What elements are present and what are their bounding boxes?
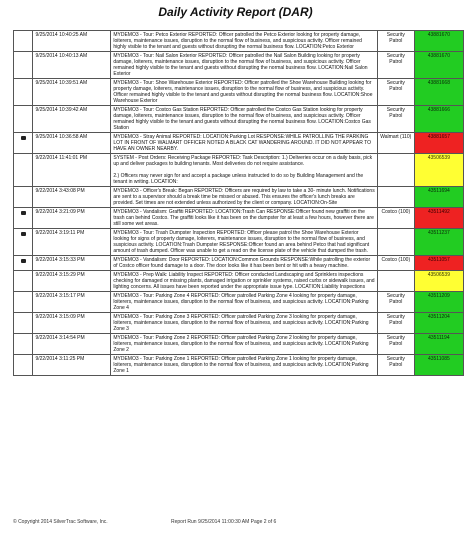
- footer-copyright: © Copyright 2014 SilverTrac Software, Inc.: [13, 519, 108, 525]
- row-status-id: 43511492: [414, 208, 463, 229]
- flag-cell: [14, 133, 33, 154]
- row-timestamp: 9/22/2014 3:15:09 PM: [33, 313, 111, 334]
- row-timestamp: 9/25/2014 10:39:42 AM: [33, 106, 111, 133]
- row-status-id: 43511085: [414, 355, 463, 376]
- comment-icon: [21, 211, 26, 215]
- row-status-id: 43881657: [414, 133, 463, 154]
- flag-cell: [14, 292, 33, 313]
- row-status-id: 43506539: [414, 271, 463, 292]
- row-description: MYDEMO3 - Stray Animal REPORTED: LOCATION:Parking Lot RESPONSE:WHILE PATROLLING THE PARKING LOT IN FRONT OF WALMART OFFICER NOTED A BLACK CAT WANDERING AROUND. IT DID NOT APPEAR TO HAVE AN OWNER NEARBY.: [111, 133, 378, 154]
- row-description: MYDEMO3 - Tour: Parking Zone 4 REPORTED: Officer patrolled Parking Zone 4 looking for property damage, loiterers, maintenance issues, disruption to the normal flow of business, and suspicious activity. LOCATION:Parking Zone 4: [111, 292, 378, 313]
- row-timestamp: 9/22/2014 3:21:09 PM: [33, 208, 111, 229]
- row-description: MYDEMO3 - Tour: Costco Gas Station REPORTED: Officer patrolled the Costco Gas Station looking for property damage, loiterers, maintenance issues, disruption to the normal flow of business, and suspicious activity. Officer remained highly visible to the tenant and guests without disrupting the normal business flow. LOCATION:Costco Gas Station: [111, 106, 378, 133]
- row-status-id: 43881670: [414, 31, 463, 52]
- table-row[interactable]: [14, 187, 464, 208]
- row-description: MYDEMO3 - Tour: Nail Salon Exterior REPORTED: Officer patrolled the Nail Salon Building looking for property damage, loiterers, maintenance issues, disruption to the normal flow of business, and suspicious activity. Officer remained highly visible to the tenant and guests without disrupting the normal business flow. LOCATION:Nail Salon Exterior: [111, 52, 378, 79]
- row-status-id: 43511194: [414, 334, 463, 355]
- row-timestamp: 9/22/2014 3:15:29 PM: [33, 271, 111, 292]
- table-row[interactable]: [14, 334, 464, 355]
- row-timestamp: 9/22/2014 3:19:11 PM: [33, 229, 111, 256]
- row-timestamp: 9/25/2014 10:40:25 AM: [33, 31, 111, 52]
- activity-table-body: [14, 31, 464, 376]
- row-description: MYDEMO3 - Tour: Shoe Warehouse Exterior REPORTED: Officer patrolled the Shoe Warehouse Building looking for property damage, loiterers, maintenance issues, disruption to the normal flow of business, and suspicious activity. Officer remained highly visible to the tenant and guests without disrupting the normal business flow. LOCATION:Shoe Warehouse Exterior: [111, 79, 378, 106]
- page-title: Daily Activity Report (DAR): [158, 5, 313, 19]
- row-location: Security Patrol: [377, 334, 414, 355]
- row-location: Costco (100): [377, 208, 414, 229]
- footer-run-info: Report Run 9/25/2014 11:00:30 AM Page 2 of 6: [171, 519, 277, 525]
- row-location: [377, 187, 414, 208]
- flag-cell: [14, 271, 33, 292]
- table-row[interactable]: [14, 229, 464, 256]
- activity-table: [13, 30, 464, 376]
- flag-cell: [14, 106, 33, 133]
- row-timestamp: 9/25/2014 10:40:13 AM: [33, 52, 111, 79]
- row-description: MYDEMO3 - Tour: Petco Exterior REPORTED: Officer patrolled the Petco Exterior looking for property damage, loiterers, maintenance issues, disruption to the normal flow of business, and suspicious activity. Officer remained highly visible to the tenant and guests without disrupting the normal business flow. LOCATION:Petco Exterior: [111, 31, 378, 52]
- table-row[interactable]: [14, 256, 464, 271]
- table-row[interactable]: [14, 313, 464, 334]
- row-location: Security Patrol: [377, 79, 414, 106]
- comment-icon: [21, 259, 26, 263]
- comment-icon: [21, 232, 26, 236]
- row-timestamp: 9/22/2014 3:15:33 PM: [33, 256, 111, 271]
- flag-cell: [14, 229, 33, 256]
- table-row[interactable]: [14, 154, 464, 187]
- row-status-id: 43511057: [414, 256, 463, 271]
- row-description: MYDEMO3 - Vandalism: Graffiti REPORTED: LOCATION:Trash Can RESPONSE:Officer found new graffiti on the trash can behind Costco. The graffiti looks like it has been on the dumpster for at least a few hours, however there are still some wet areas.: [111, 208, 378, 229]
- table-row[interactable]: [14, 271, 464, 292]
- row-timestamp: 9/22/2014 11:41:01 PM: [33, 154, 111, 187]
- flag-cell: [14, 355, 33, 376]
- row-location: Security Patrol: [377, 106, 414, 133]
- table-row[interactable]: [14, 292, 464, 313]
- row-timestamp: 9/25/2014 10:39:51 AM: [33, 79, 111, 106]
- row-location: [377, 271, 414, 292]
- table-row[interactable]: [14, 31, 464, 52]
- row-description: MYDEMO3 - Vandalism: Door REPORTED: LOCATION:Common Grounds RESPONSE:While patrolling the exterior of Costco officer found damage to a door. The door looks like it has been bent or hit with a heavy machine.: [111, 256, 378, 271]
- table-row[interactable]: [14, 52, 464, 79]
- row-description: MYDEMO3 - Tour: Parking Zone 1 REPORTED: Officer patrolled Parking Zone 1 looking for property damage, loiterers, maintenance issues, disruption to the normal flow of business, and suspicious activity. LOCATION:Parking Zone 1: [111, 355, 378, 376]
- row-description: MYDEMO3 - Tour: Parking Zone 2 REPORTED: Officer patrolled Parking Zone 2 looking for property damage, loiterers, maintenance issues, disruption to the normal flow of business, and suspicious activity. LOCATION:Parking Zone 2: [111, 334, 378, 355]
- flag-cell: [14, 313, 33, 334]
- flag-cell: [14, 334, 33, 355]
- row-location: Walmart (110): [377, 133, 414, 154]
- row-location: Security Patrol: [377, 292, 414, 313]
- flag-cell: [14, 256, 33, 271]
- row-description: SYSTEM - Post Orders: Receiving Package REPORTED: Task Description: 1.) Deliveries occur on a daily basis, pick up and deliver packages to building tenants. Most deliveries do not require assistance. 2.) Officers may never sign for and accept a package unless instructed to do so by Building Management and the tenant in writing. LOCATION:: [111, 154, 378, 187]
- flag-cell: [14, 154, 33, 187]
- table-row[interactable]: [14, 208, 464, 229]
- row-status-id: 43511204: [414, 313, 463, 334]
- table-row[interactable]: [14, 133, 464, 154]
- row-location: Security Patrol: [377, 355, 414, 376]
- row-timestamp: 9/22/2014 3:43:08 PM: [33, 187, 111, 208]
- flag-cell: [14, 79, 33, 106]
- row-status-id: 43881670: [414, 52, 463, 79]
- row-status-id: 43881668: [414, 79, 463, 106]
- table-row[interactable]: [14, 106, 464, 133]
- table-row[interactable]: [14, 355, 464, 376]
- row-location: Security Patrol: [377, 52, 414, 79]
- row-status-id: 43881666: [414, 106, 463, 133]
- row-timestamp: 9/22/2014 3:15:17 PM: [33, 292, 111, 313]
- row-status-id: 43511209: [414, 292, 463, 313]
- row-location: Security Patrol: [377, 313, 414, 334]
- row-timestamp: 9/22/2014 3:11:25 PM: [33, 355, 111, 376]
- row-description: MYDEMO3 - Officer's Break: Began REPORTED: Officers are required by law to take a 30- minute lunch. Notifications are sent to a supervisor should a break time be missed or abused. This ensures the officer's lunch breaks are provided. Set times are not extended unless authorized by the client or company. LOCATION:On-Site: [111, 187, 378, 208]
- row-description: MYDEMO3 - Tour: Trash Dumpster Inspection REPORTED: Officer please patrol the Shoe Warehouse Exterior looking for signs of property damage, loiterers, maintenance issues, disruption to the normal flow of business, and suspicious activity. LOCATION:Trash Dumpster RESPONSE:Officer found an area behind Petco that had significant amount of trash dumped. Officer was unable to get a read on the license plate of the vehicle that dumped the trash.: [111, 229, 378, 256]
- row-location: [377, 154, 414, 187]
- table-row[interactable]: [14, 79, 464, 106]
- flag-cell: [14, 208, 33, 229]
- row-description: MYDEMO3 - Tour: Parking Zone 3 REPORTED: Officer patrolled Parking Zone 3 looking for property damage, loiterers, maintenance issues, disruption to the normal flow of business, and suspicious activity. LOCATION:Parking Zone 3: [111, 313, 378, 334]
- row-description: MYDEMO3 - Prep Walk: Liability Inspect REPORTED: Officer conducted Landscaping and Sprinklers inspections checking for damaged or missing plants, damaged irrigation or sprinkler systems, raised curbs or sidewalk issues, and lighting concerns. All issues have been reported under the appropriate issue type. LOCATION:Liability Inspections: [111, 271, 378, 292]
- row-status-id: 43511237: [414, 229, 463, 256]
- comment-icon: [21, 136, 26, 140]
- row-timestamp: 9/22/2014 3:14:54 PM: [33, 334, 111, 355]
- flag-cell: [14, 187, 33, 208]
- row-status-id: 43511694: [414, 187, 463, 208]
- flag-cell: [14, 31, 33, 52]
- row-location: Security Patrol: [377, 31, 414, 52]
- row-location: [377, 229, 414, 256]
- row-status-id: 43506539: [414, 154, 463, 187]
- row-location: Costco (100): [377, 256, 414, 271]
- row-timestamp: 9/25/2014 10:36:58 AM: [33, 133, 111, 154]
- flag-cell: [14, 52, 33, 79]
